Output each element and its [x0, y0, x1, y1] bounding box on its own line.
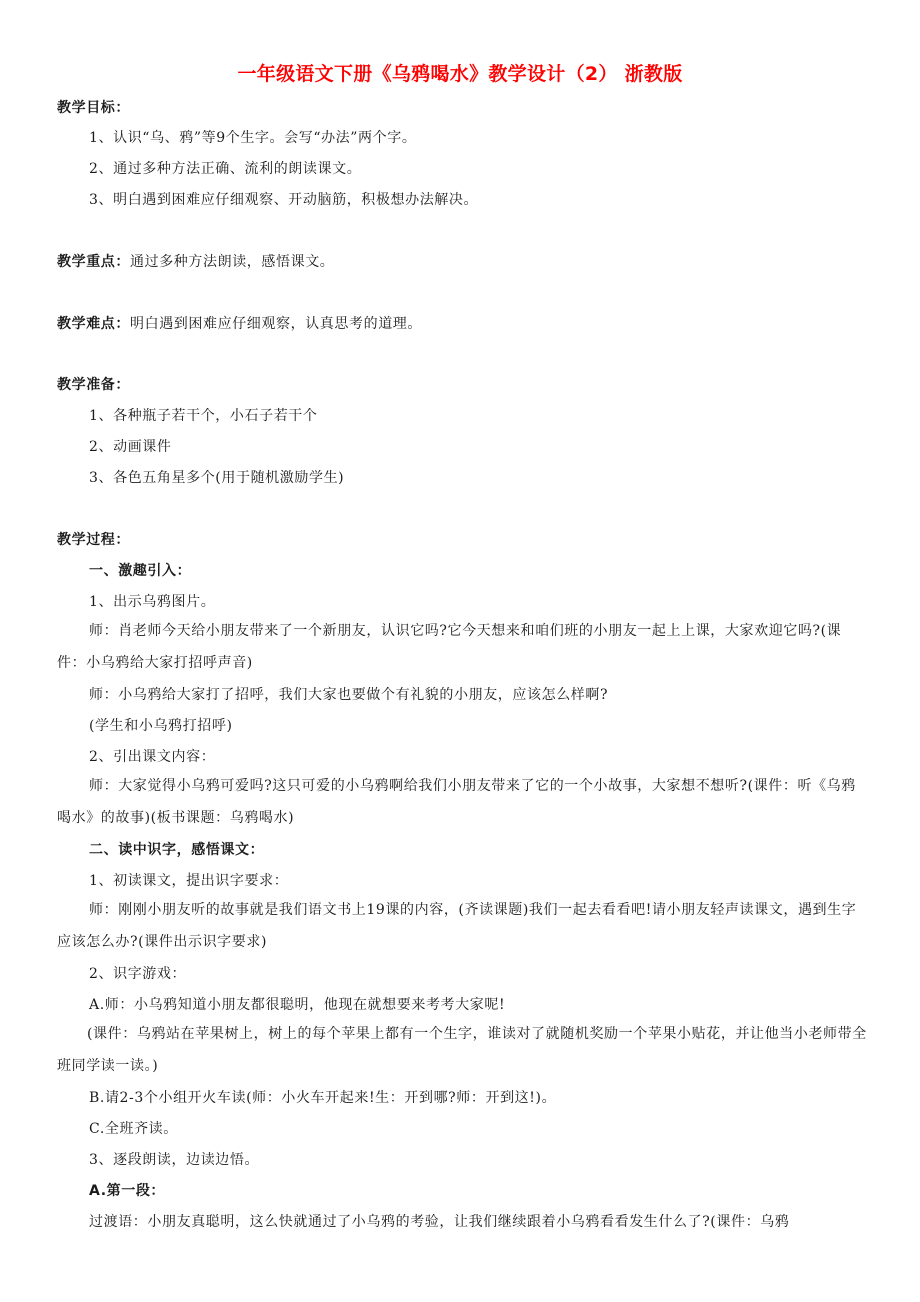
section1-heading: 一、激趣引入：	[89, 563, 192, 579]
part-a-heading: A.第一段：	[89, 1183, 166, 1199]
section2-para1: 师：刚刚小朋友听的故事就是我们语文书上19课的内容，(齐读课题)我们一起去看看吧!请小朋友轻声读课文，遇到生字应该怎么办?(课件出示识字要求)	[57, 902, 857, 950]
objectives-heading: 教学目标：	[57, 100, 130, 116]
key-point	[57, 252, 870, 272]
section2-step2: 2、识字游戏：	[89, 966, 187, 982]
game-b: B.请2-3个小组开火车读(师：小火车开起来!生：开到哪?师：开到这!)。	[89, 1090, 557, 1106]
difficulty-text: 明白遇到困难应仔细观察，认真思考的道理。	[130, 316, 422, 332]
preparation-item: 1、各种瓶子若干个，小石子若干个	[89, 408, 318, 424]
preparation-item: 2、动画课件	[89, 439, 172, 455]
section1-step1: 1、出示乌鸦图片。	[89, 594, 216, 610]
section2-step3: 3、逐段朗读，边读边悟。	[89, 1152, 260, 1168]
document-title: 一年级语文下册《乌鸦喝水》教学设计（2） 浙教版	[237, 63, 683, 85]
process-heading: 教学过程：	[57, 532, 130, 548]
objective-item: 2、通过多种方法正确、流利的朗读课文。	[89, 161, 362, 177]
section1-para3: (学生和小乌鸦打招呼)	[89, 718, 233, 734]
section1-para1: 师：肖老师今天给小朋友带来了一个新朋友，认识它吗?它今天想来和咱们班的小朋友一起上上课，大家欢迎它吗?(课件：小乌鸦给大家打招呼声音)	[57, 623, 842, 671]
section2-step1: 1、初读课文，提出识字要求：	[89, 873, 289, 889]
preparation-item: 3、各色五角星多个(用于随机激励学生)	[89, 470, 345, 486]
game-c: C.全班齐读。	[89, 1121, 178, 1137]
game-a-note: (课件：乌鸦站在苹果树上，树上的每个苹果上都有一个生字，谁读对了就随机奖励一个苹果小贴花，并让他当小老师带全班同学读一读。)	[57, 1026, 867, 1074]
key-point-label: 教学重点：	[57, 254, 130, 270]
section1-para2: 师：小乌鸦给大家打了招呼，我们大家也要做个有礼貌的小朋友，应该怎么样啊?	[89, 687, 609, 703]
game-a: A.师：小乌鸦知道小朋友都很聪明，他现在就想要来考考大家呢!	[89, 997, 506, 1013]
difficulty-label: 教学难点：	[57, 316, 130, 332]
transition-text: 过渡语：小朋友真聪明，这么快就通过了小乌鸦的考验，让我们继续跟着小乌鸦看看发生什么了?(课件：乌鸦	[89, 1214, 790, 1230]
section1-para4: 师：大家觉得小乌鸦可爱吗?这只可爱的小乌鸦啊给我们小朋友带来了它的一个小故事，大家想不想听?(课件：听《乌鸦喝水》的故事)(板书课题：乌鸦喝水)	[57, 778, 856, 826]
section1-step2: 2、引出课文内容：	[89, 749, 216, 765]
difficulty	[57, 314, 870, 334]
section2-heading: 二、读中识字，感悟课文：	[89, 842, 265, 858]
objective-item: 3、明白遇到困难应仔细观察、开动脑筋，积极想办法解决。	[89, 192, 479, 208]
preparation-heading: 教学准备：	[57, 377, 130, 393]
key-point-text: 通过多种方法朗读，感悟课文。	[130, 254, 335, 270]
objective-item: 1、认识“乌、鸦”等9个生字。会写“办法”两个字。	[89, 130, 417, 146]
